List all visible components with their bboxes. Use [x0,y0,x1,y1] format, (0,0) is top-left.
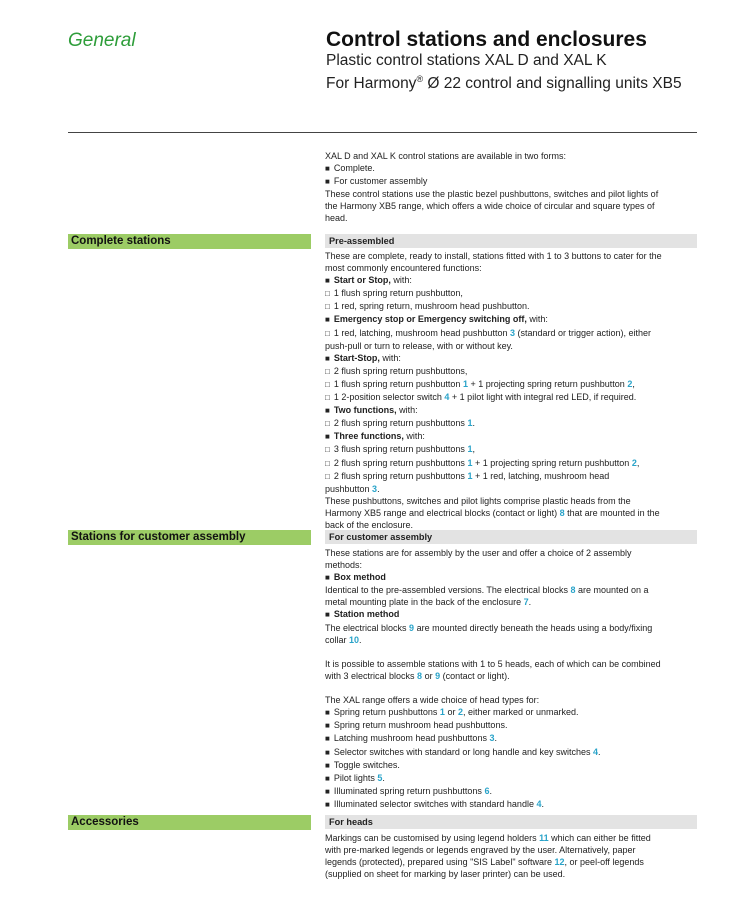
title-block [326,28,746,93]
checkbox-bullet-icon: □ [325,445,330,455]
square-bullet-icon: ■ [325,276,330,286]
customer-assembly-text: These stations are for assembly by the user and offer a choice of 2 assembly methods: ■ Box method Identical to the pre-assembled versions. The electrical blocks 8 are mounted on a metal mounting plate in the back of the enclosure 7. ■ Station method The electrical blocks 9 are mounted directly beneath the heads using a body/fixing collar 10. It is possible to assemble stations with 1 to 5 heads, each of which can be combined with 3 electrical blocks 8 or 9 (contact or light). The XAL range offers a wide choice of head types for: ■ Spring return pushbuttons 1 or 2, either marked or unmarked. ■ Spring return mushroom head pushbuttons. ■ Latching mushroom head pushbuttons 3. ■ Selector switches with standard or long handle and key switches 4. ■ Toggle switches. ■ Pilot lights 5. ■ Illuminated spring return pushbuttons 6. ■ Illuminated selector switches with standard handle 4. [325,548,661,809]
square-bullet-icon: ■ [325,406,330,416]
square-bullet-icon: ■ [325,573,330,583]
for-customer-assembly-bar: For customer assembly [325,530,697,544]
square-bullet-icon: ■ [325,353,330,363]
checkbox-bullet-icon: □ [325,419,330,429]
checkbox-bullet-icon: □ [325,471,330,481]
header-divider [68,132,697,133]
checkbox-bullet-icon: □ [325,328,330,338]
checkbox-bullet-icon: □ [325,289,330,299]
square-bullet-icon: ■ [325,747,330,757]
checkbox-bullet-icon: □ [325,379,330,389]
complete-stations-text: These are complete, ready to install, stations fitted with 1 to 3 buttons to cater for the most commonly encountered functions: ■ Start or Stop, with: □ 1 flush spring return pushbutton, □ 1 red, spring return, mushroom head pushbutton. ■ Emergency stop or Emergency switching off, with: □ 1 red, latching, mushroom head pushbutton 3 (standard or trigger action), either push-pull or turn to release, with or without key. ■ Start-Stop, with: □ 2 flush spring return pushbuttons, □ 1 flush spring return pushbutton 1 + 1 projecting spring return pushbutton 2, □ 1 2-position selector switch 4 + 1 pilot light with integral red LED, if required. ■ Two functions, with: □ 2 flush spring return pushbuttons 1. ■ Three functions, with: □ 3 flush spring return pushbuttons 1, □ 2 flush spring return pushbuttons 1 + 1 projecting spring return pushbutton 2, □ 2 flush spring return pushbuttons 1 + 1 red, latching, mushroom head pushbutton 3. These pushbuttons, switches and pilot lights comprise plastic heads from the Harmony XB5 range and electrical blocks (contact or light) 8 that are mounted in the back of the enclosure. [325,251,662,530]
square-bullet-icon: ■ [325,786,330,796]
pre-assembled-bar: Pre-assembled [325,234,697,248]
square-bullet-icon: ■ [325,773,330,783]
square-bullet-icon: ■ [325,164,330,174]
checkbox-bullet-icon: □ [325,458,330,468]
square-bullet-icon: ■ [325,177,330,187]
square-bullet-icon: ■ [325,799,330,809]
square-bullet-icon: ■ [325,708,330,718]
square-bullet-icon: ■ [325,734,330,744]
square-bullet-icon: ■ [325,760,330,770]
complete-stations-heading: Complete stations [68,234,311,249]
square-bullet-icon: ■ [325,610,330,620]
page-title: Control stations and enclosures [326,28,647,51]
page-subtitle: Plastic control stations XAL D and XAL K [326,52,607,69]
section-label: General [68,30,136,51]
intro-paragraph: XAL D and XAL K control stations are available in two forms: ■ Complete. ■ For customer assembly These control stations use the plastic bezel pushbuttons, switches and pilot lights of the Harmony XB5 range, which offers a wide choice of circular and square types of head. [325,151,659,224]
checkbox-bullet-icon: □ [325,366,330,376]
checkbox-bullet-icon: □ [325,393,330,403]
checkbox-bullet-icon: □ [325,302,330,312]
accessories-heading: Accessories [68,815,311,830]
square-bullet-icon: ■ [325,315,330,325]
accessories-text: Markings can be customised by using legend holders 11 which can either be fitted with pre-marked legends or legends engraved by the user. Alternatively, paper legends (protected), prepared using "SIS Label" software 12, or peel-off legends (supplied on sheet for marking by laser printer) can be used. [325,833,651,880]
square-bullet-icon: ■ [325,721,330,731]
square-bullet-icon: ■ [325,432,330,442]
for-heads-bar: For heads [325,815,697,829]
page-subtitle-2: For Harmony® Ø 22 control and signalling units XB5 [326,74,682,92]
customer-assembly-heading: Stations for customer assembly [68,530,311,545]
